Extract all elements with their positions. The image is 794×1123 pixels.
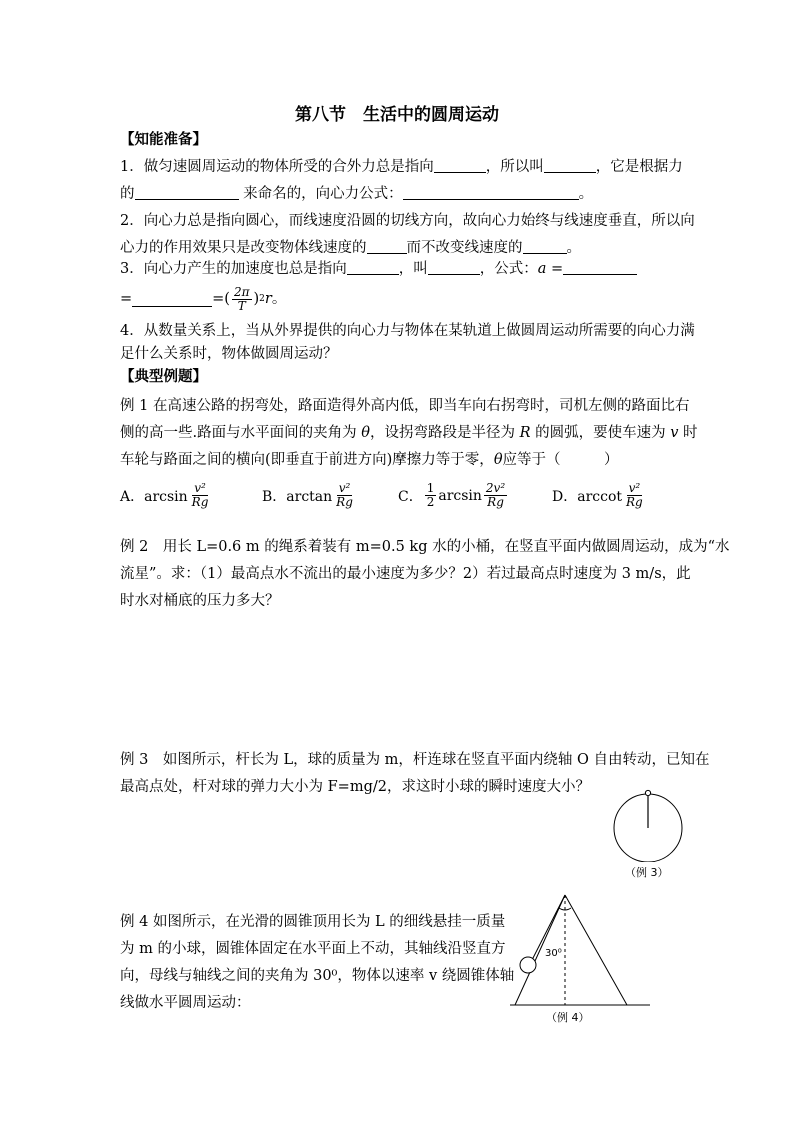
q3-text-a: 3．向心力产生的加速度也总是指向 bbox=[120, 261, 347, 277]
fraction-2pi-over-t: $\frac{2\pi}{T}$ bbox=[233, 284, 250, 313]
option-d[interactable]: D．arccot $\frac{\text{v²}}{Rg}$ bbox=[552, 481, 643, 509]
answer-blank[interactable] bbox=[563, 260, 637, 275]
example-1-line-3: 车轮与路面之间的横向(即垂直于前进方向)摩擦力等于零，θ应等于（ ） bbox=[120, 452, 619, 468]
option-a[interactable]: A．arcsin $\frac{\text{v²}}{Rg}$ bbox=[120, 481, 209, 509]
q3-text-b: ，叫 bbox=[398, 261, 428, 277]
var-theta: θ bbox=[361, 425, 370, 441]
example-3-figure bbox=[608, 780, 688, 862]
answer-blank[interactable] bbox=[347, 260, 399, 275]
answer-blank[interactable] bbox=[434, 158, 486, 173]
q1-text-d: 的 bbox=[120, 186, 135, 202]
example-4-figure bbox=[505, 890, 655, 1008]
var-theta: θ bbox=[493, 452, 503, 468]
q2-text-c: 。 bbox=[566, 240, 581, 256]
page-title: 第八节 生活中的圆周运动 bbox=[295, 105, 499, 125]
example-2-line-1: 例 2 用长 L=0.6 m 的绳系着装有 m=0.5 kg 水的小桶，在竖直平面内做圆周运动，成为“水 bbox=[120, 539, 730, 555]
q1-text-f: 。 bbox=[578, 186, 594, 202]
var-v: v bbox=[670, 425, 679, 441]
q3-text-c: ，公式： bbox=[479, 261, 538, 277]
example-1-line-2: 侧的高一些.路面与水平面间的夹角为 θ，设拐弯路段是半径为 R 的圆弧，要使车速为 v 时 bbox=[120, 425, 698, 441]
question-2-line-2 bbox=[120, 238, 581, 258]
q3-end: 。 bbox=[271, 291, 287, 307]
example-2-line-2: 流星”。求：（1）最高点水不流出的最小速度为多少？2）若过最高点时速度为 3 m/s，此 bbox=[120, 566, 691, 582]
q3-eq: = bbox=[546, 261, 564, 277]
q1-text-b: ，所以叫 bbox=[485, 159, 544, 175]
q3-close: ) bbox=[253, 291, 260, 307]
q3-eq3: =( bbox=[212, 291, 230, 307]
q2-text-a: 心力的作用效果只是改变物体线速度的 bbox=[120, 240, 367, 256]
var-a: a bbox=[537, 261, 547, 277]
ball bbox=[520, 957, 536, 973]
ball bbox=[645, 790, 650, 795]
example-4-line-2: 为 m 的小球，圆锥体固定在水平面上不动，其轴线沿竖直方 bbox=[120, 941, 506, 957]
answer-blank[interactable] bbox=[135, 185, 239, 200]
answer-blank[interactable] bbox=[403, 185, 579, 200]
example-2-line-3: 时水对桶底的压力多大？ bbox=[120, 593, 280, 609]
answer-blank[interactable] bbox=[367, 239, 407, 254]
answer-blank[interactable] bbox=[544, 158, 596, 173]
question-2-line-1: 2．向心力总是指向圆心，而线速度沿圆的切线方向，故向心力始终与线速度垂直，所以向 bbox=[120, 213, 695, 229]
q1-text-e: 来命名的，向心力公式： bbox=[238, 186, 403, 202]
question-1-line-1 bbox=[120, 157, 683, 177]
section-heading-preparation: 【知能准备】 bbox=[120, 131, 207, 148]
example-4-line-1: 例 4 如图所示，在光滑的圆锥顶用长为 L 的细线悬挂一质量 bbox=[120, 914, 506, 930]
q1-text-c: ，它是根据力 bbox=[595, 159, 683, 175]
example-4-line-3: 向，母线与轴线之间的夹角为 30⁰，物体以速率 v 绕圆锥体轴 bbox=[120, 968, 515, 984]
question-4-line-2: 足什么关系时，物体做圆周运动？ bbox=[120, 346, 338, 362]
cone-right-edge bbox=[565, 895, 627, 1005]
angle-label: 30⁰ bbox=[545, 948, 562, 959]
q3-square: 2 bbox=[259, 294, 265, 304]
answer-blank[interactable] bbox=[523, 239, 567, 254]
example-3-line-1: 例 3 如图所示，杆长为 L，球的质量为 m，杆连球在竖直平面内绕轴 O 自由转动，已知在 bbox=[120, 752, 710, 768]
option-c[interactable]: C． $\frac{1}{2}$ arcsin $\frac{\text{2v²}}{Rg}$ bbox=[398, 481, 506, 509]
example-4-caption: （例 4） bbox=[546, 1011, 590, 1024]
question-1-line-2 bbox=[120, 184, 593, 204]
answer-blank[interactable] bbox=[132, 292, 212, 307]
answer-blank[interactable] bbox=[428, 260, 480, 275]
section-heading-examples: 【典型例题】 bbox=[120, 368, 207, 385]
question-3-line-2 bbox=[120, 282, 286, 316]
question-3-line-1 bbox=[120, 259, 637, 279]
q2-text-b: 而不改变线速度的 bbox=[406, 240, 523, 256]
q3-eq2: = bbox=[120, 291, 133, 307]
q1-text-a: 1．做匀速圆周运动的物体所受的合外力总是指向 bbox=[120, 159, 434, 175]
example-3-line-2: 最高点处，杆对球的弹力大小为 F=mg/2，求这时小球的瞬时速度大小？ bbox=[120, 779, 590, 795]
example-1-line-1: 例 1 在高速公路的拐弯处，路面造得外高内低，即当车向右拐弯时，司机左侧的路面比右 bbox=[120, 398, 690, 414]
example-4-line-4: 线做水平圆周运动： bbox=[120, 995, 251, 1011]
option-b[interactable]: B．arctan $\frac{\text{v²}}{Rg}$ bbox=[262, 481, 353, 509]
question-4-line-1: 4．从数量关系上，当从外界提供的向心力与物体在某轨道上做圆周运动所需要的向心力满 bbox=[120, 323, 695, 339]
var-r: R bbox=[519, 425, 531, 441]
example-3-caption: （例 3） bbox=[625, 866, 669, 879]
var-r: r bbox=[264, 291, 272, 307]
